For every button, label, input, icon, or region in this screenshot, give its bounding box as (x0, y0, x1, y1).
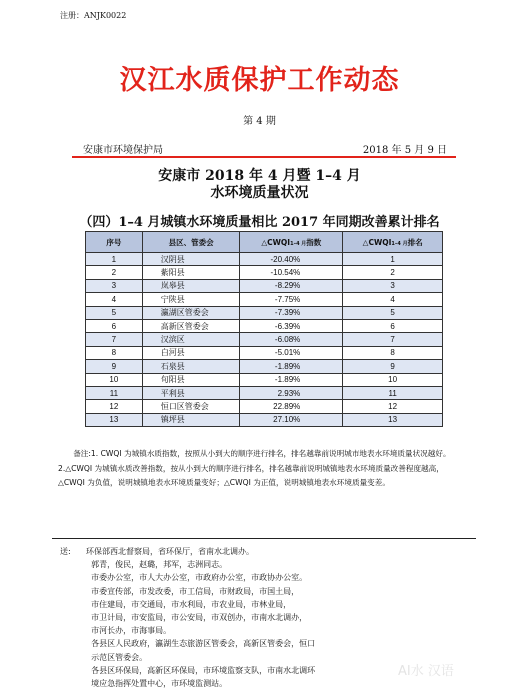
cell-rank: 6 (343, 319, 443, 332)
cell-no: 5 (86, 306, 143, 319)
distribution-label: 送: (60, 547, 71, 556)
cell-rank: 1 (343, 253, 443, 266)
distribution-line: 郭青，俊民，赵璐，邦军，志洲同志。 (86, 560, 228, 570)
cell-index-value: 22.89% (240, 400, 343, 413)
distribution-line: 各县区人民政府，瀛湖生态旅游区管委会，高新区管委会，恒口 (86, 639, 316, 649)
remarks-note: 备注:1. CWQI 为城镇水质指数，按照从小到大的顺序进行排名，排名越靠前说明城市地表水环境质量状况越好。2.△CWQI 为城镇水质改善指数，按从小到大的顺序进行排名，排名越靠前说明城镇地表水环境质量改善程度越高，△CWQI 为负值，说明城镇地表水环境质量变好；△CWQI 为正值，说明城镇地表水环境质量变差。 (58, 449, 451, 488)
cell-rank: 3 (343, 279, 443, 292)
header-rank-prefix: △CWQI (362, 237, 392, 247)
cell-no: 8 (86, 346, 143, 359)
publish-date: 2018 年 5 月 9 日 (362, 145, 447, 156)
table-row (86, 333, 443, 346)
cell-rank: 2 (343, 266, 443, 279)
cell-index-value: -7.75% (240, 293, 343, 306)
section-title: （四）1–4 月城镇水环境质量相比 2017 年同期改善累计排名 (79, 215, 440, 230)
table-row (86, 400, 443, 413)
cell-index-value: 27.10% (240, 413, 343, 426)
distribution-line: 境应急指挥处置中心，市环境监测站。 (86, 679, 228, 689)
meta-row (83, 141, 447, 156)
cell-no: 13 (86, 413, 143, 426)
cell-no: 9 (86, 360, 143, 373)
cell-region: 宁陕县 (142, 293, 240, 306)
table-body (86, 253, 443, 427)
cell-region: 紫阳县 (142, 266, 240, 279)
table-row (86, 413, 443, 426)
table-row (86, 266, 443, 279)
cell-region: 岚皋县 (142, 279, 240, 292)
table-row (86, 346, 443, 359)
cell-rank: 4 (343, 293, 443, 306)
cell-region: 旬阳县 (142, 373, 240, 386)
cell-region: 石泉县 (142, 360, 240, 373)
cell-rank: 11 (343, 386, 443, 399)
table-row (86, 386, 443, 399)
cell-index-value: 2.93% (240, 386, 343, 399)
cell-region: 恒口区管委会 (142, 400, 240, 413)
publisher: 安康市环境保护局 (83, 145, 163, 156)
cell-no: 2 (86, 266, 143, 279)
distribution-line: 市卫计局，市安监局，市公安局，市双创办，市南水北调办， (86, 613, 308, 623)
ranking-table (85, 231, 443, 427)
cell-index-value: -1.89% (240, 360, 343, 373)
cell-no: 6 (86, 319, 143, 332)
cell-region: 汉滨区 (142, 333, 240, 346)
table-row (86, 306, 443, 319)
header-no: 序号 (86, 232, 143, 253)
cell-no: 7 (86, 333, 143, 346)
cell-region: 镇坪县 (142, 413, 240, 426)
distribution-line: 示范区管委会。 (86, 652, 148, 662)
cell-rank: 9 (343, 360, 443, 373)
cell-index-value: -8.29% (240, 279, 343, 292)
distribution-line: 市委办公室，市人大办公室，市政府办公室，市政协办公室。 (86, 573, 308, 583)
header-index (240, 232, 343, 253)
cell-no: 12 (86, 400, 143, 413)
cell-rank: 7 (343, 333, 443, 346)
cell-index-value: -7.39% (240, 306, 343, 319)
issue-number: 第 4 期 (243, 116, 276, 127)
cell-rank: 8 (343, 346, 443, 359)
table-row (86, 279, 443, 292)
cell-region: 瀛湖区管委会 (142, 306, 240, 319)
header-index-prefix: △CWQI (261, 237, 291, 247)
header-rank-sub: 1–4 月 (391, 240, 408, 247)
cell-no: 11 (86, 386, 143, 399)
cell-rank: 12 (343, 400, 443, 413)
header-index-suffix: 指数 (306, 237, 322, 247)
table-row (86, 319, 443, 332)
table-header-row (86, 232, 443, 253)
table-row (86, 253, 443, 266)
table-row (86, 293, 443, 306)
header-rank-suffix: 排名 (407, 237, 423, 247)
red-divider (72, 156, 456, 158)
cell-index-value: -5.01% (240, 346, 343, 359)
cell-rank: 13 (343, 413, 443, 426)
table-row (86, 360, 443, 373)
distribution-line: 各县区环保局，高新区环保局，市环境监察支队，市南水北调环 (86, 665, 316, 675)
cell-index-value: -1.89% (240, 373, 343, 386)
distribution-divider (52, 538, 476, 539)
registration-number: 注册：ANJK0022 (60, 11, 127, 20)
document-title-line2: 水环境质量状况 (210, 185, 309, 201)
cell-index-value: -6.39% (240, 319, 343, 332)
distribution-line: 市河长办，市海事局。 (86, 626, 172, 636)
header-region: 县区、管委会 (142, 232, 240, 253)
cell-region: 汉阴县 (142, 253, 240, 266)
watermark-text: AI水 汉语 (398, 664, 454, 679)
cell-index-value: -20.40% (240, 253, 343, 266)
document-title-line1: 安康市 2018 年 4 月暨 1–4 月 (158, 168, 361, 184)
cell-no: 4 (86, 293, 143, 306)
distribution-line: 市住建局，市交通局，市水利局，市农业局，市林业局， (86, 599, 292, 609)
cell-region: 高新区管委会 (142, 319, 240, 332)
cell-index-value: -6.08% (240, 333, 343, 346)
cell-region: 白河县 (142, 346, 240, 359)
cell-no: 3 (86, 279, 143, 292)
cell-no: 1 (86, 253, 143, 266)
cell-rank: 5 (343, 306, 443, 319)
document-title (0, 168, 519, 202)
cell-no: 10 (86, 373, 143, 386)
cell-rank: 10 (343, 373, 443, 386)
distribution-line: 环保部西北督察局，省环保厅，省南水北调办。 (86, 547, 254, 556)
masthead-title: 汉江水质保护工作动态 (119, 65, 400, 96)
table-row (86, 373, 443, 386)
cell-region: 平利县 (142, 386, 240, 399)
header-rank (343, 232, 443, 253)
cell-index-value: -10.54% (240, 266, 343, 279)
distribution-line: 市委宣传部，市发改委，市工信局，市财政局，市国土局， (86, 586, 300, 596)
header-index-sub: 1–4 月 (290, 240, 307, 247)
